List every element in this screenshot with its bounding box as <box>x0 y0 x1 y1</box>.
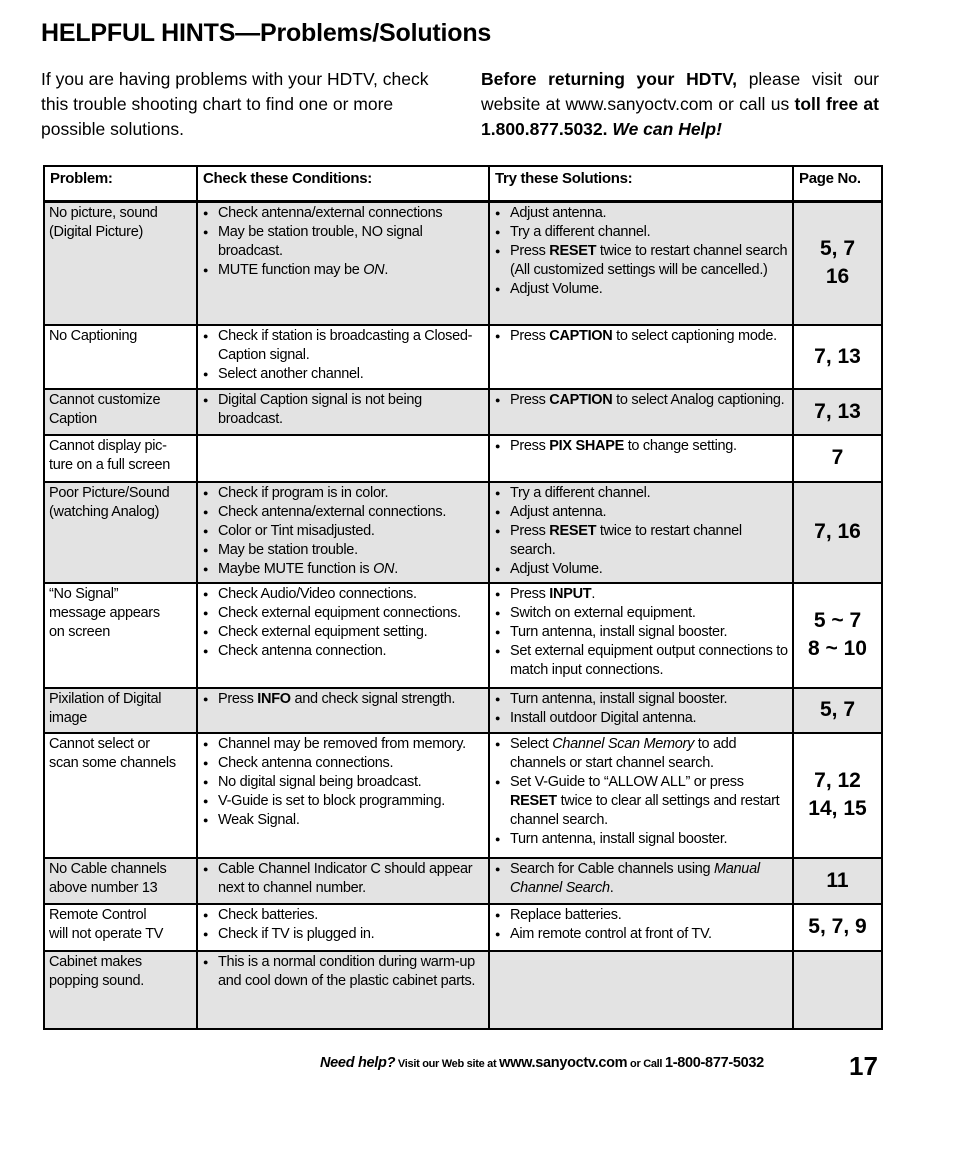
solution-keyword: RESET <box>549 522 597 539</box>
problem-line: No Cable channels <box>49 860 167 877</box>
condition-list <box>202 860 484 898</box>
solution-text-after: twice to clear all settings and restart channel search. <box>510 792 780 828</box>
page-number-cell <box>793 858 882 904</box>
toll-free-phone: toll free at 1.800.877.5032. <box>481 94 879 139</box>
problem-line: popping sound. <box>49 972 144 989</box>
solution-text-after: to add channels or start channel search. <box>510 735 737 771</box>
condition-list <box>202 690 484 709</box>
page-number-cell <box>793 325 882 389</box>
problem-line: Cannot select or <box>49 735 150 752</box>
problem-line: Cannot customize <box>49 391 161 408</box>
solution-item <box>494 484 788 503</box>
table-row <box>44 858 882 904</box>
problem-line: will not operate TV <box>49 925 164 942</box>
condition-text: Check external equipment connections. <box>218 604 461 621</box>
solution-list <box>494 437 788 456</box>
problem-line: Cannot display pic- <box>49 437 167 454</box>
solution-list <box>494 327 788 346</box>
troubleshooting-table <box>43 165 883 1030</box>
condition-text: Check antenna/external connections. <box>218 503 447 520</box>
solution-text: Aim remote control at front of TV. <box>510 925 712 942</box>
solution-keyword: CAPTION <box>549 327 613 344</box>
solution-text: Select <box>510 735 553 752</box>
solutions-cell <box>489 688 793 733</box>
solution-text: Try a different channel. <box>510 484 651 501</box>
condition-text: May be station trouble. <box>218 541 358 558</box>
table-row <box>44 389 882 435</box>
conditions-cell <box>197 202 489 325</box>
solution-item <box>494 830 788 849</box>
solution-keyword: CAPTION <box>549 391 613 408</box>
problem-line: No picture, sound <box>49 205 158 221</box>
conditions-cell <box>197 482 489 583</box>
condition-item <box>202 522 484 541</box>
solution-text: Install outdoor Digital antenna. <box>510 709 697 726</box>
conditions-cell <box>197 951 489 1029</box>
condition-text-after: and check signal strength. <box>290 690 456 707</box>
footer-visit: Visit our Web site at <box>395 1058 500 1070</box>
condition-text: Check antenna connection. <box>218 642 387 659</box>
solutions-cell <box>489 482 793 583</box>
solution-text: Press <box>510 327 550 344</box>
problem-line: Remote Control <box>49 906 147 923</box>
solution-text: Search for Cable channels using <box>510 860 714 877</box>
condition-list <box>202 204 484 280</box>
solution-text-after: . <box>591 585 596 602</box>
solution-text: Adjust Volume. <box>510 281 603 297</box>
page-ref: 7, 16 <box>814 520 861 543</box>
solutions-cell <box>489 858 793 904</box>
page-ref: 5 ~ 7 <box>813 609 862 632</box>
condition-item <box>202 642 484 661</box>
problem-cell <box>44 583 197 688</box>
condition-text: Color or Tint misadjusted. <box>218 522 375 539</box>
solution-text: Switch on external equipment. <box>510 604 696 621</box>
solution-text-after: to change setting. <box>623 437 737 454</box>
condition-item <box>202 223 484 261</box>
header-page: Page No. <box>793 166 882 202</box>
solution-item <box>494 437 788 456</box>
page-ref: 7, 13 <box>814 344 861 368</box>
solution-list <box>494 391 788 410</box>
solution-item <box>494 906 788 925</box>
solution-list <box>494 690 788 728</box>
condition-item <box>202 560 484 579</box>
problem-cell <box>44 202 197 325</box>
solution-emphasis: Manual Channel Search <box>510 860 760 896</box>
footer-phone: 1-800-877-5032 <box>664 1055 764 1071</box>
problem-line: (watching Analog) <box>49 503 160 520</box>
problem-line: ture on a full screen <box>49 456 171 473</box>
condition-text: Digital Caption signal is not being broadcast. <box>218 391 422 427</box>
solution-text: Press <box>510 522 550 539</box>
condition-list <box>202 735 484 830</box>
solution-item <box>494 223 788 242</box>
condition-item <box>202 953 484 991</box>
solution-text: Turn antenna, install signal booster. <box>510 830 728 847</box>
solution-item <box>494 280 788 299</box>
conditions-cell <box>197 435 489 482</box>
condition-item <box>202 690 484 709</box>
return-notice-text: please visit our website at www.sanyoctv.com or call us <box>481 69 879 114</box>
condition-text: Check batteries. <box>218 906 318 923</box>
page-ref: 5, 7 <box>819 698 856 721</box>
page-ref: 7, 12 <box>814 769 861 792</box>
solutions-cell <box>489 325 793 389</box>
conditions-cell <box>197 325 489 389</box>
solution-text: Press <box>510 437 550 454</box>
problem-cell <box>44 733 197 858</box>
page-number-cell <box>793 482 882 583</box>
condition-text: Check antenna connections. <box>218 754 394 771</box>
solution-list <box>494 735 788 849</box>
condition-item <box>202 792 484 811</box>
condition-text-after: . <box>384 262 389 278</box>
condition-emphasis: ON <box>363 262 385 278</box>
solution-text-after: . <box>609 879 614 896</box>
solution-text: Adjust antenna. <box>510 503 607 520</box>
solution-item <box>494 642 788 680</box>
solution-keyword: RESET <box>549 243 597 259</box>
condition-item <box>202 754 484 773</box>
problem-line: message appears <box>49 604 160 621</box>
solution-item <box>494 925 788 944</box>
problem-line: on screen <box>49 623 110 640</box>
page-ref: 5, 7 <box>819 237 856 261</box>
solution-text: Set V-Guide to “ALLOW ALL” or press <box>510 773 744 790</box>
problem-line: Poor Picture/Sound <box>49 484 170 501</box>
solution-list <box>494 204 788 299</box>
page-number-cell <box>793 389 882 435</box>
solutions-cell <box>489 435 793 482</box>
solution-keyword: PIX SHAPE <box>549 437 624 454</box>
page-ref: 7 <box>831 446 844 469</box>
condition-item <box>202 204 484 223</box>
problem-line: Cabinet makes <box>49 953 142 970</box>
solution-item <box>494 709 788 728</box>
solutions-cell <box>489 904 793 951</box>
conditions-cell <box>197 688 489 733</box>
solution-item <box>494 522 788 560</box>
condition-text: No digital signal being broadcast. <box>218 773 422 790</box>
condition-item <box>202 925 484 944</box>
table-row <box>44 435 882 482</box>
solution-text: Adjust antenna. <box>510 205 607 221</box>
page-number: 17 <box>849 1051 878 1081</box>
solution-keyword: INPUT <box>549 585 592 602</box>
condition-text: Press <box>218 690 258 707</box>
condition-keyword: INFO <box>257 690 291 707</box>
table-row <box>44 733 882 858</box>
solution-text-after: twice to restart channel search (All customized settings will be cancelled.) <box>510 243 788 278</box>
solution-item <box>494 503 788 522</box>
conditions-cell <box>197 904 489 951</box>
conditions-cell <box>197 858 489 904</box>
condition-item <box>202 906 484 925</box>
solution-text: Replace batteries. <box>510 906 622 923</box>
problem-cell <box>44 904 197 951</box>
page-ref: 5, 7, 9 <box>808 915 867 938</box>
problem-line: No Captioning <box>49 327 137 344</box>
solution-text: Try a different channel. <box>510 224 651 240</box>
page-number-cell <box>793 435 882 482</box>
table-row <box>44 202 882 325</box>
condition-list <box>202 484 484 579</box>
solution-item <box>494 690 788 709</box>
table-row <box>44 482 882 583</box>
conditions-cell <box>197 389 489 435</box>
table-header-row <box>44 166 882 202</box>
condition-item <box>202 811 484 830</box>
solution-text: Press <box>510 243 550 259</box>
solution-item <box>494 204 788 223</box>
condition-item <box>202 261 484 280</box>
footer-need-help: Need help? <box>320 1055 396 1071</box>
condition-item <box>202 604 484 623</box>
page-ref: 14, 15 <box>808 797 867 820</box>
condition-list <box>202 327 484 384</box>
condition-text: Maybe MUTE function is <box>218 560 374 577</box>
condition-text: Cable Channel Indicator C should appear next to channel number. <box>218 860 473 896</box>
conditions-cell <box>197 583 489 688</box>
condition-item <box>202 860 484 898</box>
we-can-help: We can Help! <box>607 119 722 139</box>
problem-line: above number 13 <box>49 879 158 896</box>
solution-text-after: to select Analog captioning. <box>612 391 785 408</box>
condition-item <box>202 773 484 792</box>
condition-item <box>202 365 484 384</box>
page-number-cell <box>793 733 882 858</box>
condition-item <box>202 327 484 365</box>
table-row <box>44 688 882 733</box>
solutions-cell <box>489 583 793 688</box>
return-notice <box>481 67 879 142</box>
condition-item <box>202 735 484 754</box>
condition-text: Check external equipment setting. <box>218 623 428 640</box>
solutions-cell <box>489 202 793 325</box>
condition-text: May be station trouble, NO signal broadcast. <box>218 224 423 259</box>
page-number-cell <box>793 583 882 688</box>
solution-emphasis: Channel Scan Memory <box>552 735 695 752</box>
condition-text: Check if station is broadcasting a Closed-Caption signal. <box>218 327 473 363</box>
condition-text: Check antenna/external connections <box>218 205 443 221</box>
solution-text: Adjust Volume. <box>510 560 603 577</box>
condition-list <box>202 391 484 429</box>
problem-cell <box>44 389 197 435</box>
page-number-cell <box>793 904 882 951</box>
solution-text: Turn antenna, install signal booster. <box>510 690 728 707</box>
conditions-cell <box>197 733 489 858</box>
solution-text-after: to select captioning mode. <box>612 327 777 344</box>
problem-cell <box>44 435 197 482</box>
solution-text: Press <box>510 391 550 408</box>
condition-text: Check Audio/Video connections. <box>218 585 417 602</box>
header-solutions: Try these Solutions: <box>489 166 793 202</box>
page-number-cell <box>793 688 882 733</box>
problem-cell <box>44 858 197 904</box>
solution-item <box>494 623 788 642</box>
table-row <box>44 904 882 951</box>
footer-or-call: or Call <box>627 1058 665 1070</box>
problem-line: Caption <box>49 410 97 427</box>
problem-line: scan some channels <box>49 754 176 771</box>
footer-website: www.sanyoctv.com <box>499 1055 628 1071</box>
problem-cell <box>44 325 197 389</box>
problem-line: “No Signal” <box>49 585 119 602</box>
solution-item <box>494 604 788 623</box>
solution-list <box>494 906 788 944</box>
page-ref: 7, 13 <box>814 399 861 423</box>
page-ref: 16 <box>825 265 850 289</box>
problem-cell <box>44 688 197 733</box>
solution-item <box>494 735 788 773</box>
condition-text: V-Guide is set to block programming. <box>218 792 445 809</box>
condition-item <box>202 541 484 560</box>
solution-text: Set external equipment output connections to match input connections. <box>510 642 788 678</box>
condition-text: Channel may be removed from memory. <box>218 735 466 752</box>
condition-item <box>202 391 484 429</box>
intro-text: If you are having problems with your HDTV, check this trouble shooting chart to find one or more possible solutions. <box>41 69 429 139</box>
table-row <box>44 325 882 389</box>
solution-item <box>494 560 788 579</box>
condition-item <box>202 585 484 604</box>
problem-line: Pixilation of Digital <box>49 690 162 707</box>
solutions-cell <box>489 951 793 1029</box>
solutions-cell <box>489 389 793 435</box>
condition-item <box>202 484 484 503</box>
solution-list <box>494 484 788 579</box>
condition-list <box>202 906 484 944</box>
solution-list <box>494 860 788 898</box>
solution-item <box>494 327 788 346</box>
solution-item <box>494 391 788 410</box>
condition-text: MUTE function may be <box>218 262 364 278</box>
condition-list <box>202 953 484 991</box>
condition-item <box>202 503 484 522</box>
condition-text: This is a normal condition during warm-up and cool down of the plastic cabinet parts. <box>218 953 476 989</box>
solution-text: Press <box>510 585 550 602</box>
page-ref: 11 <box>826 868 849 892</box>
page-number-cell <box>793 951 882 1029</box>
condition-text: Weak Signal. <box>218 811 300 828</box>
page-ref: 8 ~ 10 <box>808 637 867 660</box>
solution-item <box>494 242 788 280</box>
condition-text: Select another channel. <box>218 365 364 382</box>
solution-keyword: RESET <box>510 792 557 809</box>
condition-item <box>202 623 484 642</box>
solution-item <box>494 860 788 898</box>
condition-text-after: . <box>394 560 398 577</box>
header-conditions: Check these Conditions: <box>197 166 489 202</box>
problem-cell <box>44 951 197 1029</box>
table-row <box>44 583 882 688</box>
page-title: HELPFUL HINTS—Problems/Solutions <box>41 19 492 47</box>
help-footer <box>320 1054 764 1071</box>
problem-line: image <box>49 709 87 726</box>
solution-item <box>494 585 788 604</box>
condition-text: Check if TV is plugged in. <box>218 925 375 942</box>
condition-text: Check if program is in color. <box>218 484 389 501</box>
solution-item <box>494 773 788 830</box>
solution-text: Turn antenna, install signal booster. <box>510 623 728 640</box>
solution-text-after: twice to restart channel search. <box>510 522 742 558</box>
condition-list <box>202 585 484 661</box>
table-row <box>44 951 882 1029</box>
solution-list <box>494 585 788 680</box>
page-number-cell <box>793 202 882 325</box>
return-notice-lead: Before returning your HDTV, <box>481 69 738 89</box>
condition-emphasis: ON <box>373 560 395 577</box>
problem-line: (Digital Picture) <box>49 224 144 240</box>
problem-cell <box>44 482 197 583</box>
solutions-cell <box>489 733 793 858</box>
header-problem: Problem: <box>44 166 197 202</box>
